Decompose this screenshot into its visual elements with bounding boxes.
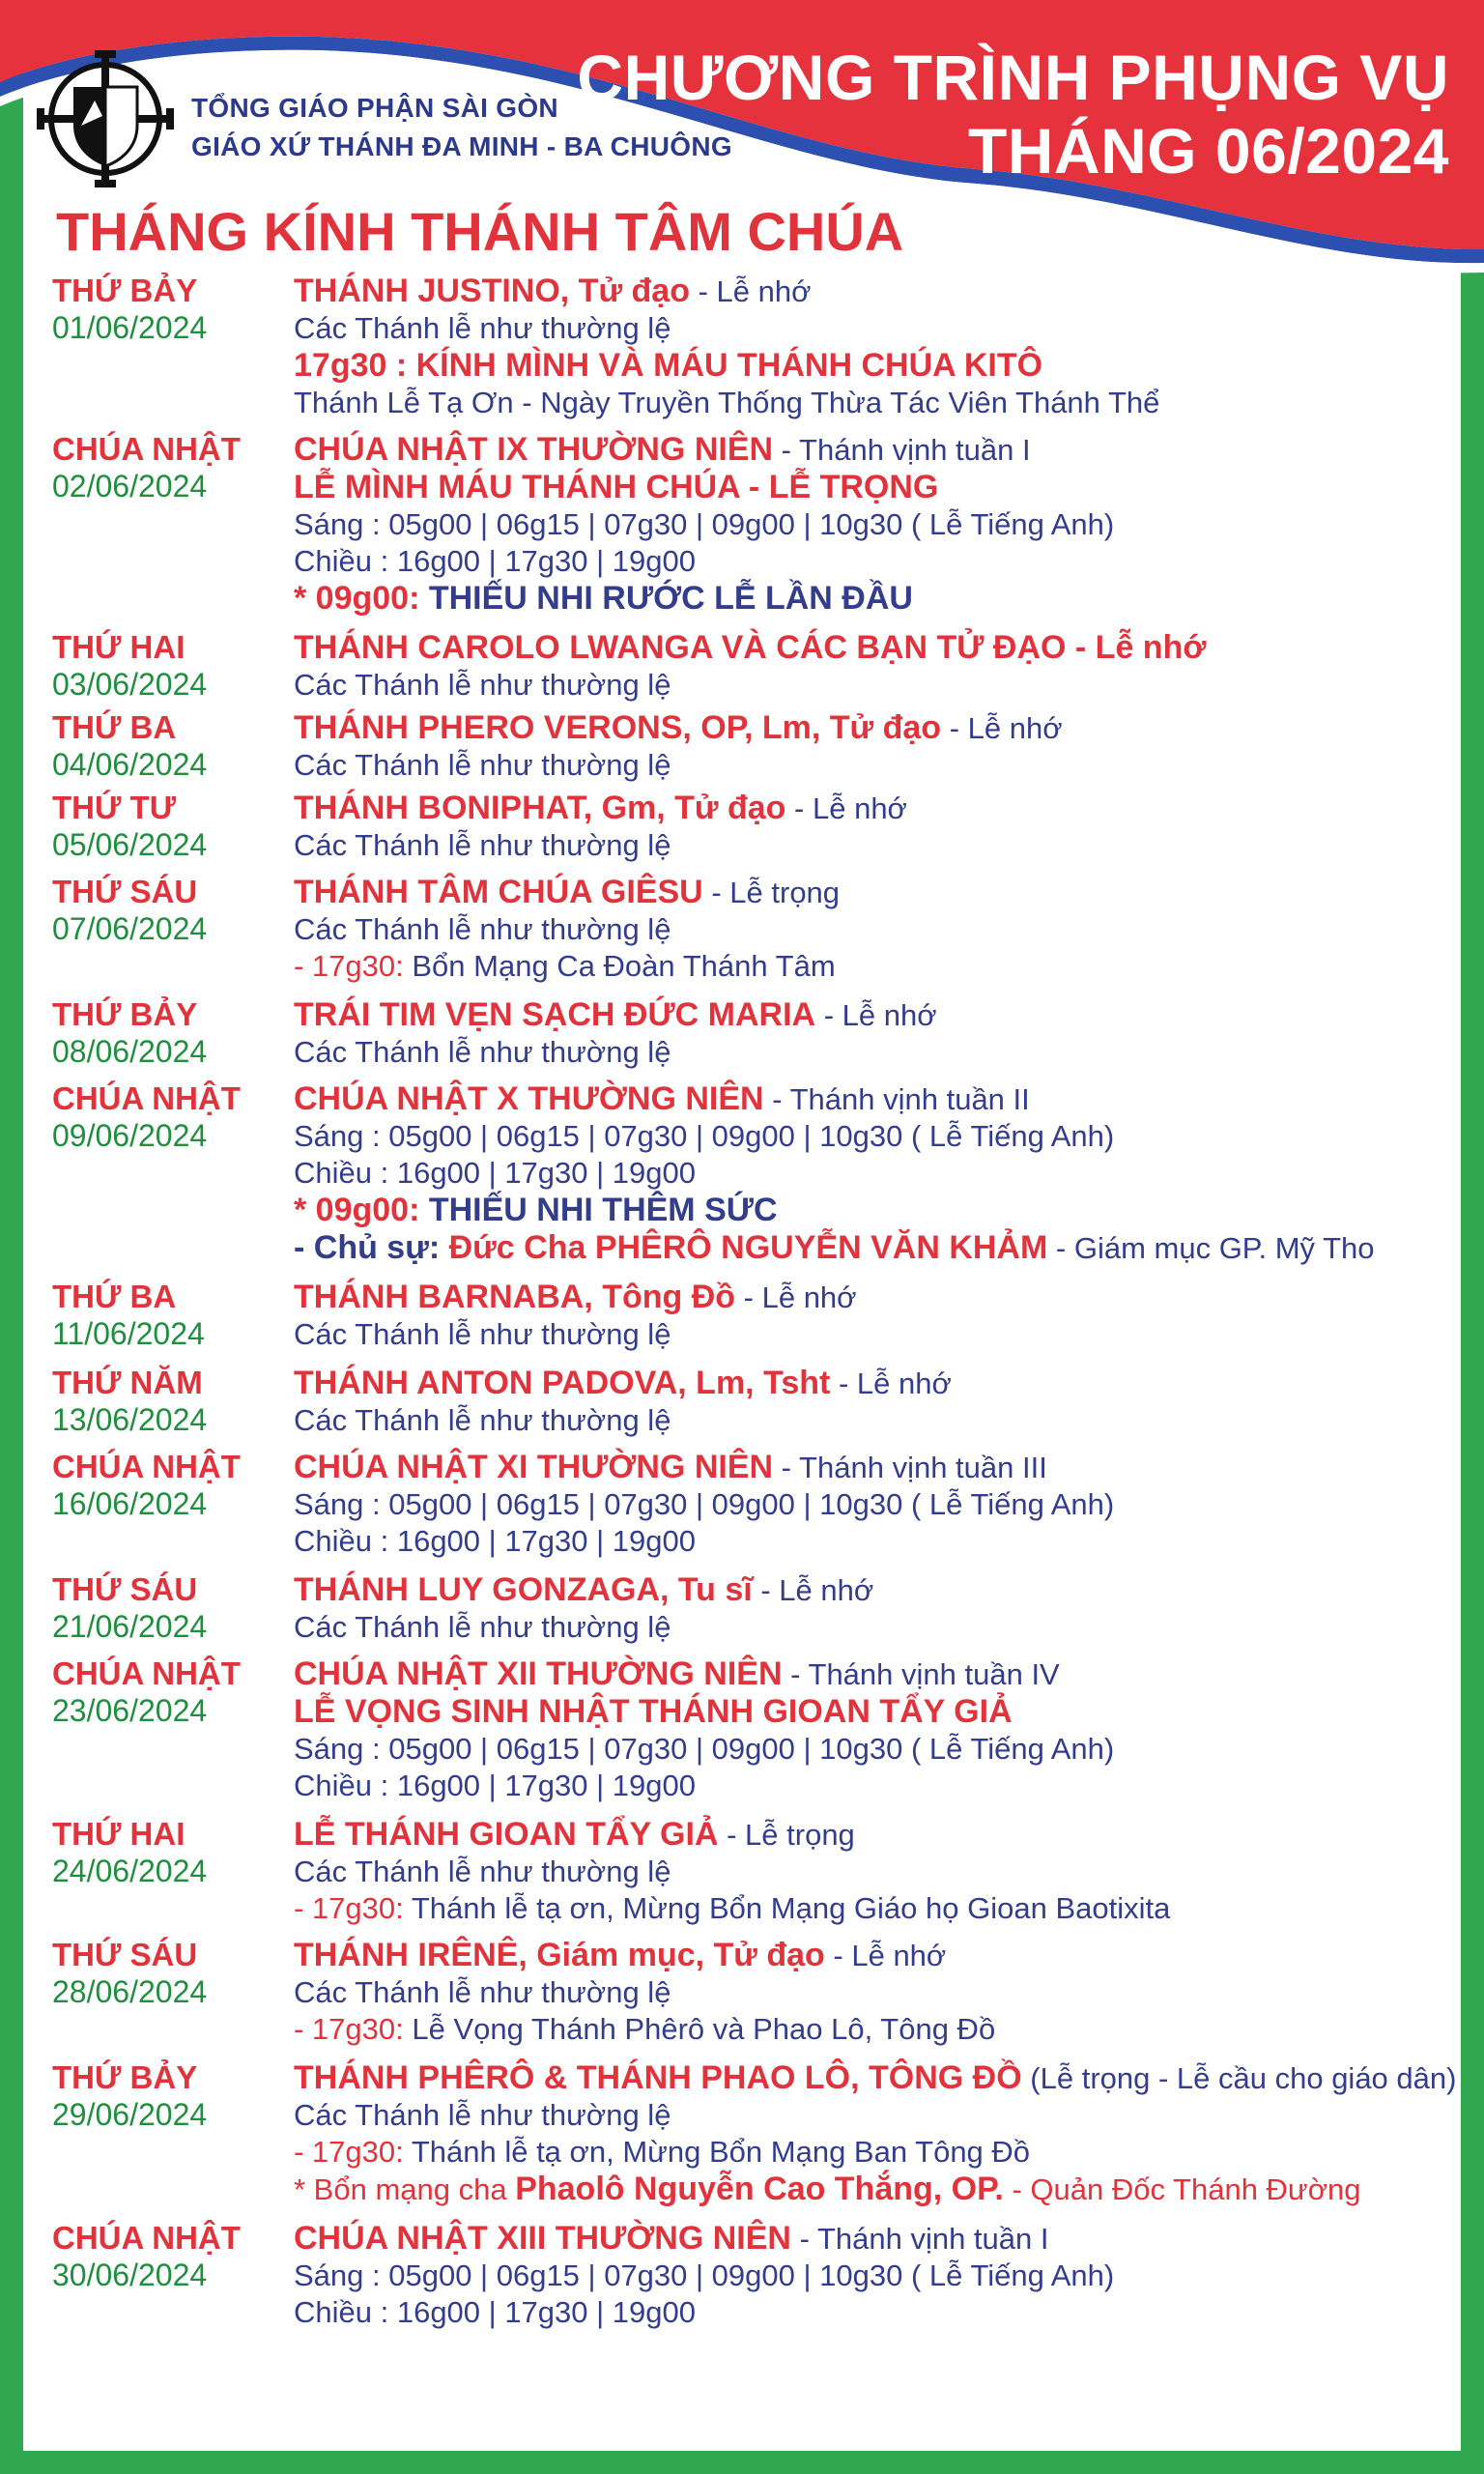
detail-line — [294, 2059, 1484, 2097]
entry-date: 05/06/2024 — [52, 827, 208, 862]
schedule-entry — [0, 1655, 1484, 1804]
detail-segment: Các Thánh lễ như thường lệ — [294, 1855, 671, 1888]
detail-segment: * 09g00: — [294, 580, 429, 617]
month-theme: THÁNG KÍNH THÁNH TÂM CHÚA — [56, 201, 904, 262]
detail-segment: - Lễ nhớ — [941, 711, 1063, 745]
entry-day — [0, 874, 294, 985]
weekday-name: THỨ TƯ — [52, 790, 177, 825]
detail-segment: THÁNH IRÊNÊ, Giám mục, Tử đạo — [294, 1937, 825, 1973]
org-line-2: GIÁO XỨ THÁNH ĐA MINH - BA CHUÔNG — [191, 131, 732, 161]
detail-line — [294, 1486, 1484, 1523]
entry-details — [294, 709, 1484, 784]
detail-segment: CHÚA NHẬT IX THƯỜNG NIÊN — [294, 431, 774, 468]
detail-segment: - Lễ nhớ — [689, 274, 812, 308]
weekday-name: CHÚA NHẬT — [52, 431, 241, 467]
entry-day — [0, 2059, 294, 2208]
detail-segment: Các Thánh lễ như thường lệ — [294, 1975, 671, 2009]
entry-details — [294, 1655, 1484, 1804]
detail-segment: Phaolô Nguyễn Cao Thắng, OP. — [515, 2171, 1004, 2207]
detail-line — [294, 347, 1484, 385]
detail-line — [294, 385, 1484, 421]
detail-line — [294, 1655, 1484, 1693]
parish-logo — [33, 46, 178, 191]
detail-segment: Các Thánh lễ như thường lệ — [294, 311, 671, 345]
detail-line — [294, 996, 1484, 1034]
detail-segment: - Lễ nhớ — [1066, 629, 1207, 666]
detail-line — [294, 1816, 1484, 1854]
detail-line — [294, 2097, 1484, 2134]
detail-line — [294, 1155, 1484, 1192]
detail-segment: - Lễ nhớ — [785, 791, 907, 825]
detail-segment: CHÚA NHẬT XII THƯỜNG NIÊN — [294, 1655, 783, 1692]
detail-line — [294, 1937, 1484, 1974]
detail-segment: Các Thánh lễ như thường lệ — [294, 748, 671, 782]
detail-line — [294, 1854, 1484, 1890]
detail-segment: (Lễ trọng - Lễ cầu cho giáo dân) — [1021, 2061, 1457, 2095]
program-title — [577, 41, 1449, 187]
detail-segment: Các Thánh lễ như thường lệ — [294, 1035, 671, 1069]
detail-segment: - 17g30: — [294, 1891, 412, 1925]
detail-segment: - Lễ nhớ — [824, 1939, 947, 1972]
detail-line — [294, 543, 1484, 580]
entry-details — [294, 1571, 1484, 1646]
detail-line — [294, 1523, 1484, 1560]
detail-line — [294, 2171, 1484, 2208]
entry-details — [294, 1365, 1484, 1439]
entry-details — [294, 1937, 1484, 2048]
entry-date: 01/06/2024 — [52, 310, 208, 345]
detail-line — [294, 1229, 1484, 1267]
entry-day — [0, 1279, 294, 1353]
detail-segment: 17g30 : KÍNH MÌNH VÀ MÁU THÁNH CHÚA KITÔ — [294, 347, 1043, 384]
weekday-name: THỨ HAI — [52, 629, 186, 665]
weekday-name: CHÚA NHẬT — [52, 1655, 241, 1691]
detail-line — [294, 874, 1484, 911]
weekday-name: THỨ BẢY — [52, 2059, 198, 2095]
detail-segment: Đức Cha PHÊRÔ NGUYỄN VĂN KHẢM — [448, 1229, 1048, 1266]
entry-details — [294, 1816, 1484, 1927]
detail-segment: - Thánh vịnh tuần I — [773, 433, 1031, 467]
detail-line — [294, 1449, 1484, 1486]
entry-details — [294, 273, 1484, 421]
detail-segment: THÁNH BONIPHAT, Gm, Tử đạo — [294, 790, 786, 826]
weekday-name: THỨ SÁU — [52, 874, 198, 909]
detail-line — [294, 310, 1484, 347]
weekday-name: CHÚA NHẬT — [52, 1080, 241, 1116]
entry-details — [294, 790, 1484, 864]
entry-day — [0, 1571, 294, 1646]
entry-day — [0, 1655, 294, 1804]
detail-segment: - Lễ nhớ — [735, 1280, 857, 1314]
detail-segment: - Thánh vịnh tuần I — [790, 2222, 1049, 2256]
detail-line — [294, 2011, 1484, 2048]
detail-line — [294, 1974, 1484, 2011]
detail-segment: Các Thánh lễ như thường lệ — [294, 828, 671, 862]
weekday-name: THỨ NĂM — [52, 1365, 203, 1400]
entry-date: 13/06/2024 — [52, 1402, 208, 1437]
detail-line — [294, 667, 1484, 704]
entry-date: 03/06/2024 — [52, 667, 208, 702]
entry-date: 11/06/2024 — [52, 1316, 205, 1351]
detail-line — [294, 273, 1484, 310]
detail-segment: Sáng : 05g00 | 06g15 | 07g30 | 09g00 | 10g30 ( Lễ Tiếng Anh) — [294, 2258, 1115, 2292]
entry-day — [0, 273, 294, 421]
entry-day — [0, 1449, 294, 1560]
detail-segment: Sáng : 05g00 | 06g15 | 07g30 | 09g00 | 10g30 ( Lễ Tiếng Anh) — [294, 1119, 1115, 1153]
detail-line — [294, 1034, 1484, 1071]
detail-segment: CHÚA NHẬT XI THƯỜNG NIÊN — [294, 1449, 774, 1485]
detail-segment: Các Thánh lễ như thường lệ — [294, 1610, 671, 1644]
detail-segment: - Thánh vịnh tuần II — [763, 1082, 1030, 1116]
detail-segment: - Lễ nhớ — [752, 1573, 874, 1607]
entry-details — [294, 996, 1484, 1071]
entry-day — [0, 1937, 294, 2048]
detail-segment: - 17g30: — [294, 2135, 412, 2169]
schedule-entry — [0, 273, 1484, 421]
entry-details — [294, 1449, 1484, 1560]
detail-segment: Các Thánh lễ như thường lệ — [294, 1403, 671, 1437]
schedule-entry — [0, 709, 1484, 784]
entry-day — [0, 790, 294, 864]
detail-line — [294, 1402, 1484, 1439]
schedule-entry — [0, 874, 1484, 985]
detail-segment: LỄ THÁNH GIOAN TẨY GIẢ — [294, 1816, 719, 1853]
entry-date: 08/06/2024 — [52, 1034, 208, 1069]
entry-date: 02/06/2024 — [52, 469, 208, 503]
detail-segment: THÁNH PHERO VERONS, OP, Lm, Tử đạo — [294, 709, 942, 746]
detail-segment: Các Thánh lễ như thường lệ — [294, 668, 671, 702]
entry-day — [0, 629, 294, 704]
detail-segment: THÁNH TÂM CHÚA GIÊSU — [294, 874, 703, 910]
detail-line — [294, 1365, 1484, 1402]
detail-line — [294, 1192, 1484, 1229]
entry-date: 23/06/2024 — [52, 1693, 208, 1728]
entry-date: 28/06/2024 — [52, 1974, 208, 2009]
schedule-entry — [0, 431, 1484, 618]
detail-segment: THÁNH BARNABA, Tông Đồ — [294, 1279, 736, 1315]
org-line-1: TỔNG GIÁO PHẬN SÀI GÒN — [191, 93, 558, 123]
detail-line — [294, 2220, 1484, 2258]
detail-segment: CHÚA NHẬT X THƯỜNG NIÊN — [294, 1080, 764, 1117]
detail-segment: THIẾU NHI THÊM SỨC — [428, 1192, 778, 1228]
detail-line — [294, 1279, 1484, 1316]
detail-line — [294, 1693, 1484, 1731]
schedule-entry — [0, 1937, 1484, 2048]
detail-line — [294, 2294, 1484, 2331]
detail-line — [294, 790, 1484, 827]
detail-segment: TRÁI TIM VẸN SẠCH ĐỨC MARIA — [294, 996, 816, 1033]
detail-segment: - Lễ nhớ — [815, 998, 937, 1032]
detail-segment: Chiều : 16g00 | 17g30 | 19g00 — [294, 1524, 697, 1558]
entry-details — [294, 1279, 1484, 1353]
detail-segment: Sáng : 05g00 | 06g15 | 07g30 | 09g00 | 10g30 ( Lễ Tiếng Anh) — [294, 1732, 1115, 1766]
detail-line — [294, 1768, 1484, 1804]
entry-day — [0, 709, 294, 784]
detail-segment: THIẾU NHI RƯỚC LỄ LẦN ĐẦU — [428, 580, 913, 617]
schedule-entry — [0, 2220, 1484, 2331]
detail-segment: THÁNH CAROLO LWANGA VÀ CÁC BẠN TỬ ĐẠO — [294, 629, 1067, 666]
entry-details — [294, 1080, 1484, 1267]
detail-segment: - Chủ sự: — [294, 1229, 449, 1266]
entry-details — [294, 2059, 1484, 2208]
entry-date: 24/06/2024 — [52, 1854, 208, 1888]
weekday-name: THỨ HAI — [52, 1816, 186, 1852]
entry-date: 21/06/2024 — [52, 1609, 208, 1644]
detail-line — [294, 911, 1484, 948]
schedule-entry — [0, 1816, 1484, 1927]
weekday-name: CHÚA NHẬT — [52, 2220, 241, 2256]
entry-date: 16/06/2024 — [52, 1486, 208, 1521]
detail-segment: THÁNH LUY GONZAGA, Tu sĩ — [294, 1571, 753, 1608]
detail-segment: - Giám mục GP. Mỹ Tho — [1047, 1231, 1375, 1265]
detail-segment: Bổn Mạng Ca Đoàn Thánh Tâm — [412, 949, 836, 983]
detail-segment: - Quản Đốc Thánh Đường — [1003, 2172, 1361, 2206]
detail-line — [294, 1080, 1484, 1118]
entry-date: 07/06/2024 — [52, 911, 208, 946]
entry-date: 04/06/2024 — [52, 747, 208, 782]
detail-segment: * Bổn mạng cha — [294, 2172, 516, 2206]
detail-line — [294, 1571, 1484, 1609]
entry-details — [294, 2220, 1484, 2331]
detail-segment: - 17g30: — [294, 949, 413, 983]
detail-segment: Các Thánh lễ như thường lệ — [294, 912, 671, 946]
detail-segment: Chiều : 16g00 | 17g30 | 19g00 — [294, 1769, 697, 1802]
entry-day — [0, 431, 294, 618]
program-title-line-1: CHƯƠNG TRÌNH PHỤNG VỤ — [577, 42, 1449, 113]
weekday-name: THỨ BA — [52, 1279, 177, 1314]
detail-segment: Chiều : 16g00 | 17g30 | 19g00 — [294, 544, 697, 578]
detail-line — [294, 469, 1484, 506]
detail-segment: - Lễ nhớ — [830, 1366, 952, 1400]
entry-date: 09/06/2024 — [52, 1118, 208, 1153]
detail-segment: - Lễ trọng — [702, 876, 841, 909]
entry-date: 29/06/2024 — [52, 2097, 208, 2132]
detail-line — [294, 827, 1484, 864]
detail-segment: - Lễ trọng — [718, 1818, 855, 1852]
entry-details — [294, 874, 1484, 985]
detail-line — [294, 948, 1484, 985]
detail-line — [294, 709, 1484, 747]
detail-line — [294, 1316, 1484, 1353]
detail-segment: Các Thánh lễ như thường lệ — [294, 2098, 671, 2132]
detail-segment: Các Thánh lễ như thường lệ — [294, 1317, 671, 1351]
entry-details — [294, 629, 1484, 704]
detail-segment: THÁNH PHÊRÔ & THÁNH PHAO LÔ, TÔNG ĐỒ — [294, 2059, 1022, 2096]
program-title-line-2: THÁNG 06/2024 — [967, 115, 1449, 187]
entry-day — [0, 996, 294, 1071]
weekday-name: THỨ SÁU — [52, 1937, 198, 1972]
detail-segment: - Thánh vịnh tuần III — [773, 1451, 1047, 1484]
liturgy-schedule — [0, 273, 1484, 2339]
detail-line — [294, 629, 1484, 667]
schedule-entry — [0, 996, 1484, 1071]
detail-segment: LỄ MÌNH MÁU THÁNH CHÚA - LỄ TRỌNG — [294, 469, 939, 505]
detail-segment: THÁNH ANTON PADOVA, Lm, Tsht — [294, 1365, 831, 1401]
weekday-name: THỨ BA — [52, 709, 177, 745]
detail-segment: - 17g30: — [294, 2012, 413, 2046]
detail-segment: Thánh lễ tạ ơn, Mừng Bổn Mạng Ban Tông Đồ — [411, 2135, 1031, 2169]
entry-day — [0, 1365, 294, 1439]
entry-date: 30/06/2024 — [52, 2258, 208, 2292]
detail-line — [294, 1890, 1484, 1927]
weekday-name: THỨ SÁU — [52, 1571, 198, 1607]
detail-segment: Lễ Vọng Thánh Phêrô và Phao Lô, Tông Đồ — [412, 2012, 996, 2046]
entry-day — [0, 2220, 294, 2331]
detail-segment: Sáng : 05g00 | 06g15 | 07g30 | 09g00 | 10g30 ( Lễ Tiếng Anh) — [294, 507, 1115, 541]
schedule-entry — [0, 1365, 1484, 1439]
schedule-entry — [0, 790, 1484, 864]
schedule-entry — [0, 1571, 1484, 1646]
detail-segment: * 09g00: — [294, 1192, 429, 1228]
entry-day — [0, 1080, 294, 1267]
weekday-name: THỨ BẢY — [52, 273, 198, 308]
detail-segment: THÁNH JUSTINO, Tử đạo — [294, 273, 690, 309]
detail-line — [294, 1118, 1484, 1155]
detail-line — [294, 1731, 1484, 1768]
detail-line — [294, 506, 1484, 543]
schedule-entry — [0, 2059, 1484, 2208]
schedule-entry — [0, 1279, 1484, 1353]
detail-segment: LỄ VỌNG SINH NHẬT THÁNH GIOAN TẨY GIẢ — [294, 1693, 1013, 1730]
detail-line — [294, 747, 1484, 784]
entry-details — [294, 431, 1484, 618]
detail-line — [294, 2258, 1484, 2294]
detail-segment: CHÚA NHẬT XIII THƯỜNG NIÊN — [294, 2220, 791, 2257]
detail-segment: Sáng : 05g00 | 06g15 | 07g30 | 09g00 | 10g30 ( Lễ Tiếng Anh) — [294, 1487, 1115, 1521]
detail-line — [294, 580, 1484, 618]
detail-line — [294, 431, 1484, 469]
detail-segment: - Thánh vịnh tuần IV — [782, 1657, 1060, 1691]
detail-segment: Thánh Lễ Tạ Ơn - Ngày Truyền Thống Thừa Tác Viên Thánh Thể — [294, 386, 1160, 419]
entry-day — [0, 1816, 294, 1927]
detail-segment: Chiều : 16g00 | 17g30 | 19g00 — [294, 2295, 697, 2329]
detail-line — [294, 1609, 1484, 1646]
detail-line — [294, 2134, 1484, 2171]
weekday-name: THỨ BẢY — [52, 996, 198, 1032]
schedule-entry — [0, 1080, 1484, 1267]
schedule-entry — [0, 629, 1484, 704]
detail-segment: Chiều : 16g00 | 17g30 | 19g00 — [294, 1156, 697, 1190]
detail-segment: Thánh lễ tạ ơn, Mừng Bổn Mạng Giáo họ Gioan Baotixita — [411, 1891, 1171, 1925]
weekday-name: CHÚA NHẬT — [52, 1449, 241, 1484]
schedule-entry — [0, 1449, 1484, 1560]
